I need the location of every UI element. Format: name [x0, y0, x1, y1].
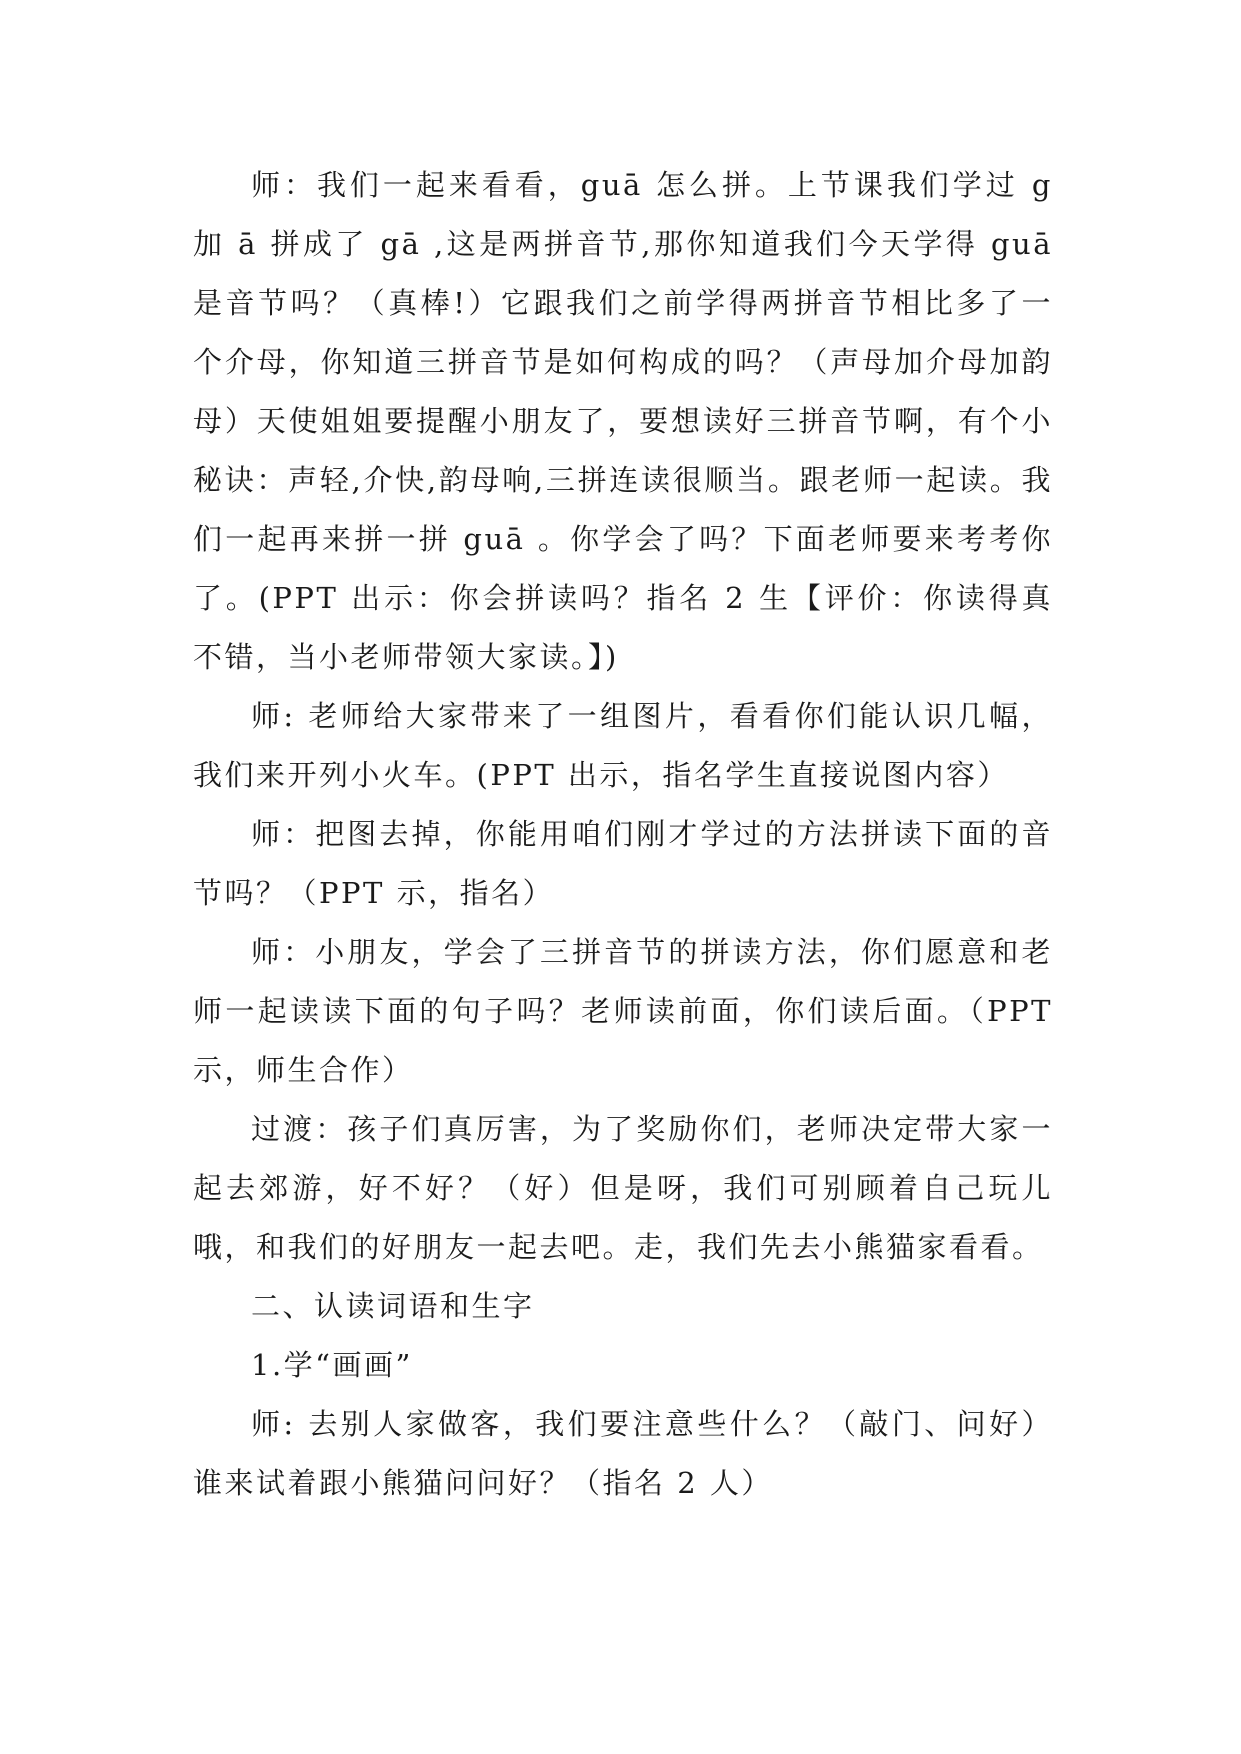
subsection-heading: 1.学“画画”: [251, 1348, 413, 1382]
paragraph-visiting-manners: 师: 去别人家做客，我们要注意些什么？（敲门、问好）谁来试着跟小熊猫问问好？（指名 2 人）: [193, 1407, 1053, 1500]
paragraph-picture-train: 师: 老师给大家带来了一组图片，看看你们能认识几幅，我们来开列小火车。(PPT 出示，指名学生直接说图内容）: [193, 699, 1053, 792]
document-page: [193, 156, 1053, 1513]
paragraph-remove-pictures: 师：把图去掉，你能用咱们刚才学过的方法拼读下面的音节吗？（PPT 示，指名）: [193, 817, 1053, 910]
paragraph-read-sentences: 师：小朋友，学会了三拼音节的拼读方法，你们愿意和老师一起读读下面的句子吗？老师读前面，你们读后面。（PPT 示，师生合作）: [193, 935, 1053, 1087]
paragraph-pinyin-lesson: 师：我们一起来看看，guā 怎么拼。上节课我们学过 g 加 ā 拼成了 gā ,这是两拼音节,那你知道我们今天学得 guā 是音节吗？（真棒!）它跟我们之前学得两拼音节相比多了一个介母，你知道三拼音节是如何构成的吗？（声母加介母加韵母）天使姐姐要提醒小朋友了，要想读好三拼音节啊，有个小秘诀：声轻,介快,韵母响,三拼连读很顺当。跟老师一起读。我们一起再来拼一拼 guā 。你学会了吗？下面老师要来考考你了。(PPT 出示：你会拼读吗？指名 2 生【评价：你读得真不错，当小老师带领大家读。】): [193, 168, 1053, 674]
section-heading: 二、认读词语和生字: [251, 1289, 535, 1323]
paragraph-transition: 过渡：孩子们真厉害，为了奖励你们，老师决定带大家一起去郊游，好不好？（好）但是呀，我们可别顾着自己玩儿哦，和我们的好朋友一起去吧。走，我们先去小熊猫家看看。: [193, 1112, 1053, 1264]
